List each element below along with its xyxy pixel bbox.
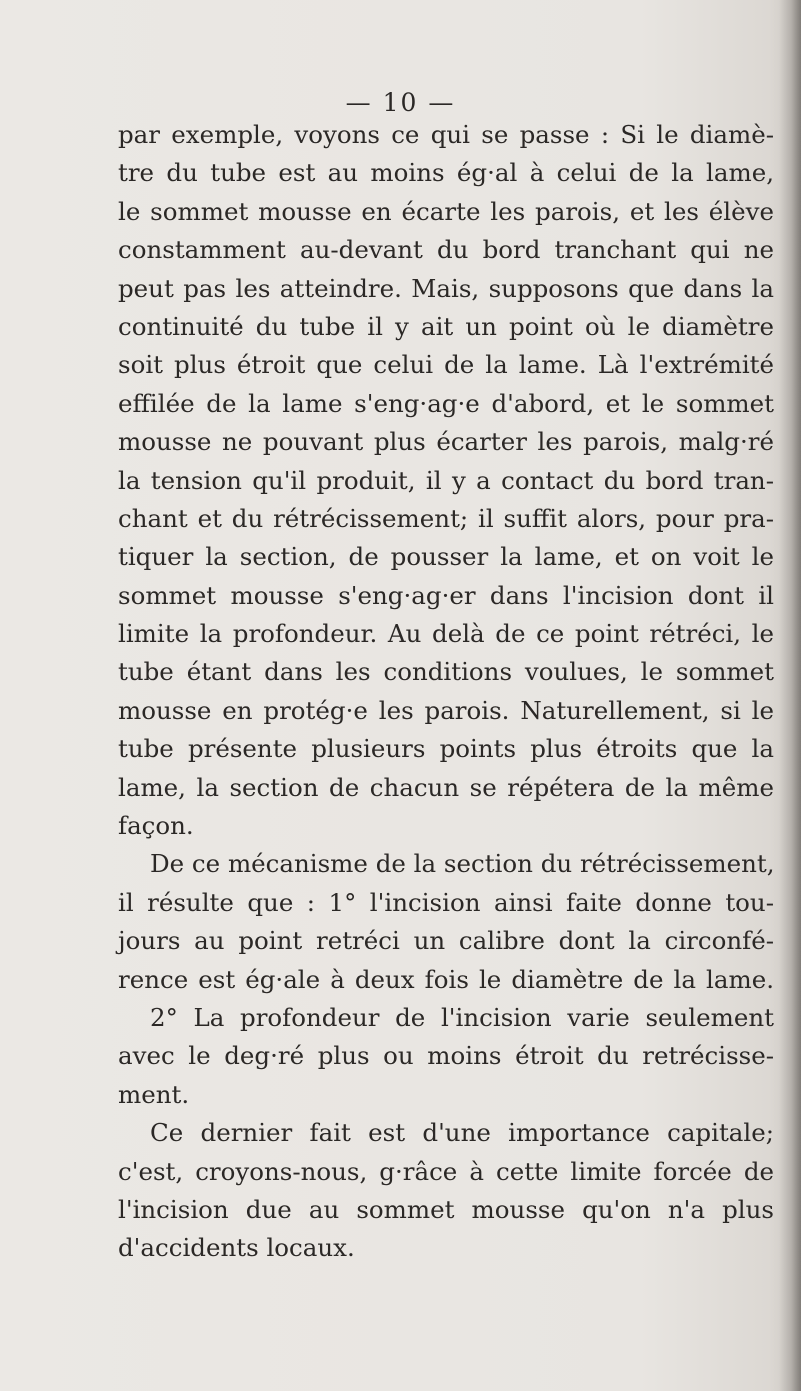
text-line: la tension qu'il produit, il y a contact du bord tran- bbox=[118, 465, 774, 495]
text-line: limite la profondeur. Au delà de ce point rétréci, le bbox=[118, 619, 774, 649]
text-line: Ce dernier fait est d'une importance capitale; bbox=[150, 1118, 774, 1148]
text-line: jours au point retréci un calibre dont la circonfé- bbox=[118, 926, 774, 956]
text-line: par exemple, voyons ce qui se passe : Si le diamè- bbox=[118, 120, 774, 149]
text-line: mousse en protég·e les parois. Naturellement, si le bbox=[118, 695, 774, 725]
text-line: ment. bbox=[118, 1079, 190, 1109]
text-line: sommet mousse s'eng·ag·er dans l'incision dont il bbox=[118, 580, 774, 610]
text-line: rence est ég·ale à deux fois le diamètre de la lame. bbox=[118, 964, 774, 994]
body-text bbox=[118, 116, 774, 1268]
text-line: c'est, croyons-nous, g·râce à cette limite forcée de bbox=[118, 1156, 774, 1186]
text-line: chant et du rétrécissement; il suffit alors, pour pra- bbox=[118, 503, 774, 533]
text-line: effilée de la lame s'eng·ag·e d'abord, et le sommet bbox=[118, 388, 774, 418]
text-line: d'accidents locaux. bbox=[118, 1233, 355, 1263]
text-line: tube présente plusieurs points plus étroits que la bbox=[118, 734, 774, 764]
text-line: avec le deg·ré plus ou moins étroit du retrécisse- bbox=[118, 1041, 774, 1071]
text-line: lame, la section de chacun se répétera de la même bbox=[118, 772, 774, 802]
text-line: façon. bbox=[118, 811, 194, 841]
text-line: tiquer la section, de pousser la lame, et on voit le bbox=[118, 542, 774, 572]
text-line: peut pas les atteindre. Mais, supposons que dans la bbox=[118, 273, 774, 303]
text-line: il résulte que : 1° l'incision ainsi faite donne tou- bbox=[118, 887, 774, 917]
text-line: tre du tube est au moins ég·al à celui de la lame, bbox=[118, 158, 774, 188]
page-edge-shadow bbox=[779, 0, 801, 1391]
text-line: tube étant dans les conditions voulues, le sommet bbox=[118, 657, 774, 687]
text-line: soit plus étroit que celui de la lame. Là l'extrémité bbox=[118, 350, 774, 380]
text-line: le sommet mousse en écarte les parois, et les élève bbox=[118, 196, 774, 226]
text-line: mousse ne pouvant plus écarter les parois, malg·ré bbox=[118, 427, 774, 457]
text-line: continuité du tube il y ait un point où le diamètre bbox=[118, 311, 774, 341]
text-line: De ce mécanisme de la section du rétrécissement, bbox=[150, 849, 775, 879]
page-number: — 10 — bbox=[345, 88, 456, 117]
text-line: 2° La profondeur de l'incision varie seulement bbox=[150, 1002, 774, 1032]
text-line: constamment au-devant du bord tranchant qui ne bbox=[118, 235, 774, 265]
text-line: l'incision due au sommet mousse qu'on n'a plus bbox=[118, 1194, 774, 1224]
